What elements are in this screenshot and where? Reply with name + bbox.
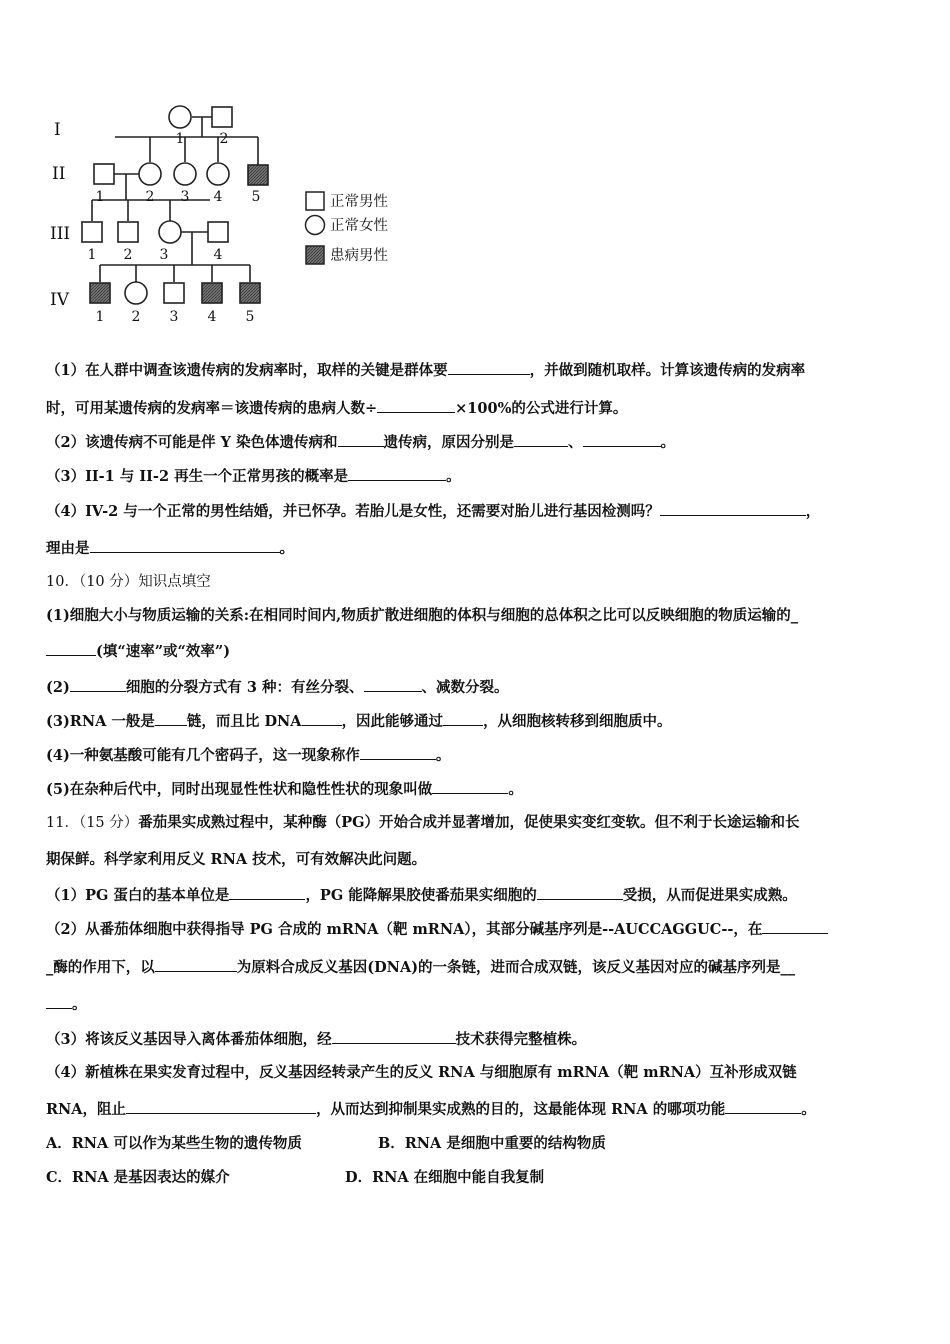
IV-1-number: 1 xyxy=(95,309,105,325)
III-1-male xyxy=(82,222,102,242)
II-3-number: 3 xyxy=(180,189,190,205)
q10-part2: (2) 细胞的分裂方式有 3 种：有丝分裂、 、减数分裂。 xyxy=(46,679,509,696)
q10-part1-line1: (1)细胞大小与物质运输的关系:在相同时间内,物质扩散进细胞的体积与细胞的总体积之比可以反映细胞的物质运输的_ xyxy=(46,607,798,624)
I-1-number: 1 xyxy=(175,131,185,147)
III-2-male xyxy=(118,222,138,242)
III-2-number: 2 xyxy=(123,247,133,263)
gen-label-IV: IV xyxy=(50,290,69,310)
legend-normal-female: 正常女性 xyxy=(330,218,388,234)
IV-2-female xyxy=(125,282,147,304)
q9-part3: （3）II-1 与 II-2 再生一个正常男孩的概率是 。 xyxy=(46,468,461,485)
III-4-male xyxy=(208,222,228,242)
q11-part2-line1: （2）从番茄体细胞中获得指导 PG 合成的 mRNA（靶 mRNA），其部分碱基序列是--AUCCAGGUC--，在 xyxy=(46,919,828,940)
I-2-number: 2 xyxy=(219,131,229,147)
gen-label-I: I xyxy=(54,120,61,140)
III-4-number: 4 xyxy=(213,247,223,263)
q11-intro-line2: 期保鲜。科学家利用反义 RNA 技术，可有效解决此问题。 xyxy=(46,851,427,868)
IV-2-number: 2 xyxy=(131,309,141,325)
I-1-female xyxy=(169,106,191,128)
q10-part3: (3)RNA 一般是 链，而且比 DNA ，因此能够通过 ，从细胞核转移到细胞质中。 xyxy=(46,713,672,730)
IV-3-male xyxy=(164,283,184,303)
legend-affected-male: 患病男性 xyxy=(330,248,388,264)
q11-part2-line3: 。 xyxy=(46,994,87,1015)
II-1-male xyxy=(94,164,114,184)
q11-part4-line1: （4）新植株在果实发育过程中，反义基因经转录产生的反义 RNA 与细胞原有 mRNA（靶 mRNA）互补形成双链 xyxy=(46,1064,797,1081)
q11-part1: （1）PG 蛋白的基本单位是 ，PG 能降解果胶使番茄果实细胞的 受损，从而促进果实成熟。 xyxy=(46,887,797,904)
II-2-female xyxy=(139,163,161,185)
q10-part1-line2: (填“速率”或“效率”) xyxy=(46,641,230,662)
II-2-number: 2 xyxy=(145,189,155,205)
q9-part1-line2: 时，可用某遗传病的发病率＝该遗传病的患病人数÷ ×100%的公式进行计算。 xyxy=(46,400,628,417)
pedigree-diagram xyxy=(40,95,420,335)
legend-normal-male: 正常男性 xyxy=(330,194,388,210)
q11-option-c[interactable]: C．RNA 是基因表达的媒介 xyxy=(46,1169,230,1186)
pedigree-legend xyxy=(306,192,389,264)
q11-option-a[interactable]: A．RNA 可以作为某些生物的遗传物质 xyxy=(46,1135,302,1152)
III-3-female xyxy=(159,221,181,243)
q10-part5: (5)在杂种后代中，同时出现显性性状和隐性性状的现象叫做 。 xyxy=(46,781,523,798)
q10-part4: (4)一种氨基酸可能有几个密码子，这一现象称作 。 xyxy=(46,747,451,764)
q11-intro-line1: 11．（15 分）番茄果实成熟过程中，某种酶（PG）开始合成并显著增加，促使果实变红变软。但不利于长途运输和长 xyxy=(46,814,800,831)
gen-label-II: II xyxy=(52,164,66,184)
q10-header: 10．（10 分）知识点填空 xyxy=(46,574,211,590)
IV-5-number: 5 xyxy=(245,309,255,325)
q9-part4-line1: （4）IV-2 与一个正常的男性结婚，并已怀孕。若胎儿是女性，还需要对胎儿进行基因检测吗？ ， xyxy=(46,503,821,520)
IV-1-affected-male xyxy=(90,283,110,303)
IV-3-number: 3 xyxy=(169,309,179,325)
q11-part4-line2: RNA，阻止 ，从而达到抑制果实成熟的目的，这最能体现 RNA 的哪项功能 。 xyxy=(46,1101,816,1118)
q9-part2: （2）该遗传病不可能是伴 Y 染色体遗传病和 遗传病，原因分别是 、 。 xyxy=(46,434,676,451)
q11-part2-line2: _酶的作用下，以 为原料合成反义基因(DNA)的一条链，进而合成双链，该反义基因对应的碱基序列是__ xyxy=(46,959,796,976)
II-4-number: 4 xyxy=(213,189,223,205)
I-2-male xyxy=(212,107,232,127)
II-3-female xyxy=(174,163,196,185)
q11-option-d[interactable]: D．RNA 在细胞中能自我复制 xyxy=(345,1169,545,1186)
q9-part1-line1: （1）在人群中调查该遗传病的发病率时，取样的关键是群体要 ，并做到随机取样。计算该遗传病的发病率 xyxy=(46,362,806,379)
II-5-affected-male xyxy=(248,165,268,185)
q9-part4-line2: 理由是 。 xyxy=(46,540,294,557)
IV-4-number: 4 xyxy=(207,309,217,325)
q11-option-b[interactable]: B．RNA 是细胞中重要的结构物质 xyxy=(378,1135,606,1152)
q11-part3: （3）将该反义基因导入离体番茄体细胞，经 技术获得完整植株。 xyxy=(46,1031,587,1048)
IV-5-affected-male xyxy=(240,283,260,303)
III-1-number: 1 xyxy=(87,247,97,263)
II-1-number: 1 xyxy=(95,189,105,205)
III-3-number: 3 xyxy=(159,247,169,263)
II-5-number: 5 xyxy=(251,189,261,205)
II-4-female xyxy=(207,163,229,185)
IV-4-affected-male xyxy=(202,283,222,303)
gen-label-III: III xyxy=(50,224,71,244)
